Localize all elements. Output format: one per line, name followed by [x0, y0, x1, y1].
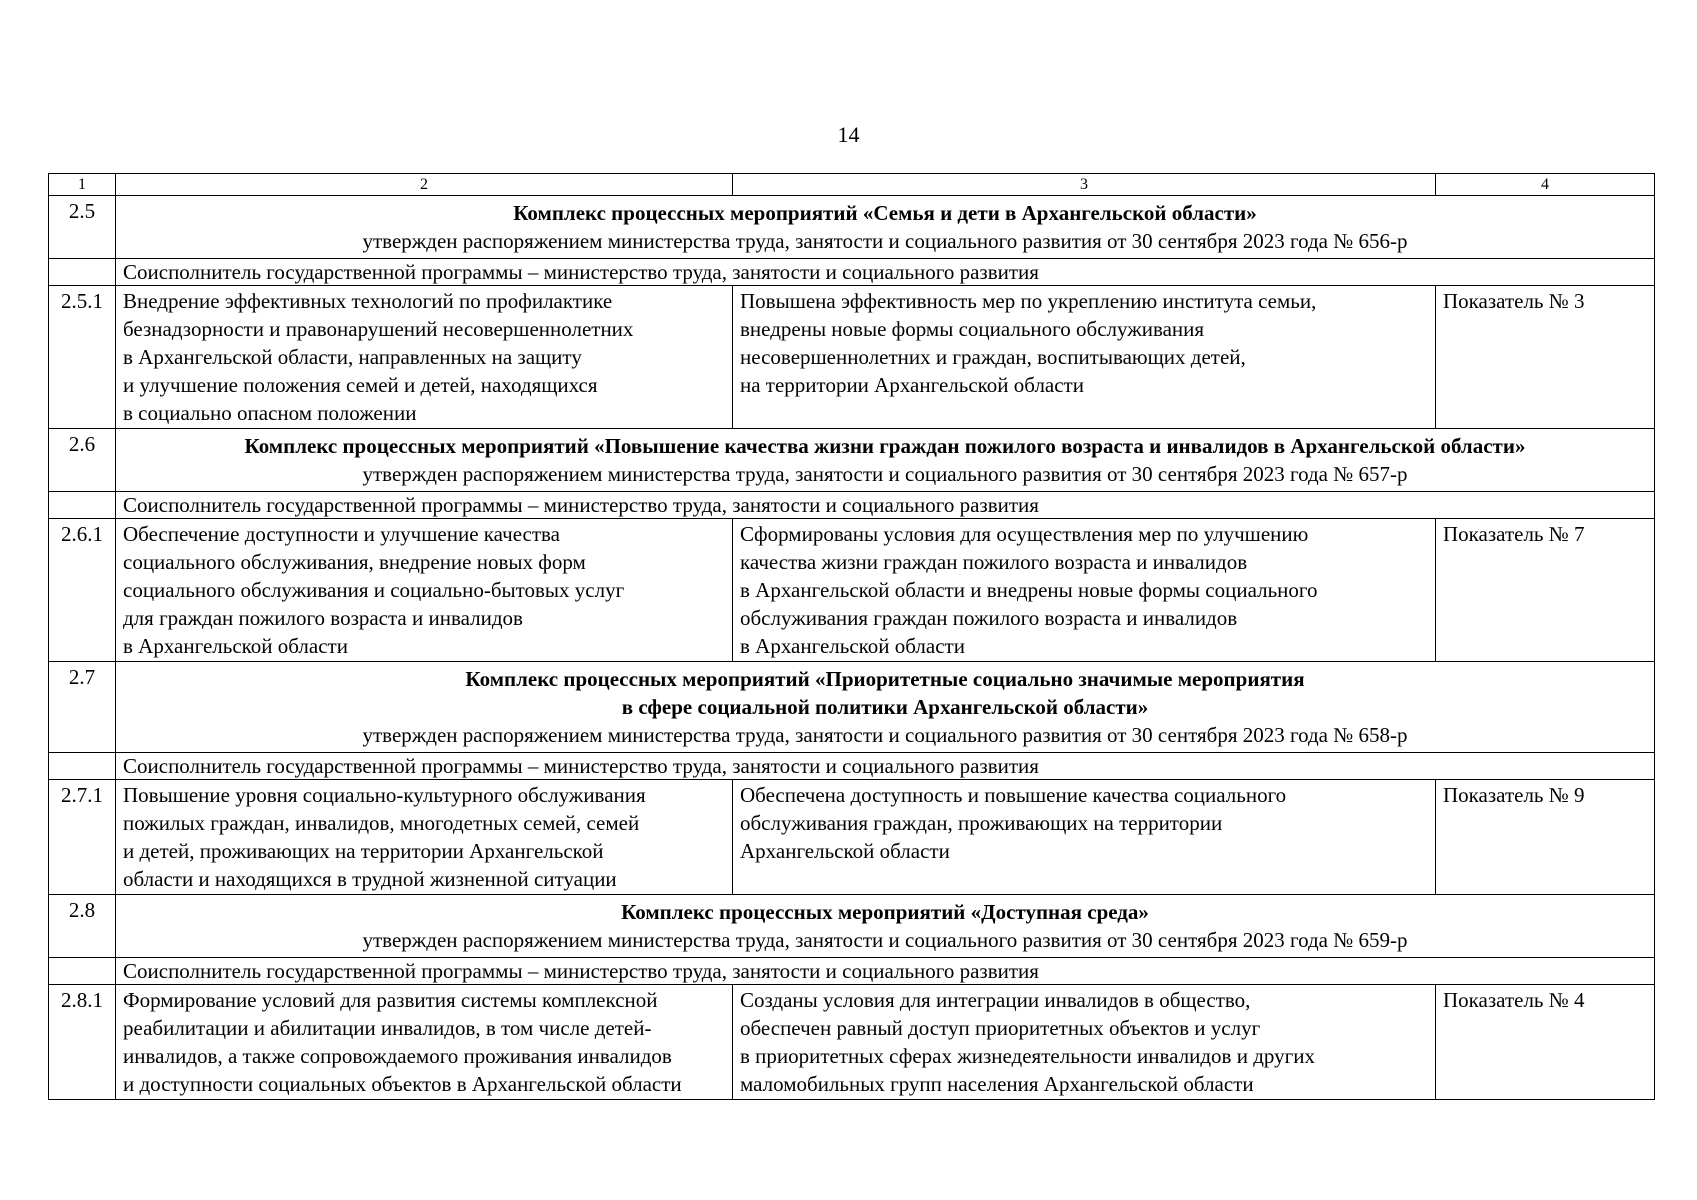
section-number: 2.8: [49, 895, 116, 958]
task-text-line: и улучшение положения семей и детей, находящихся: [123, 373, 598, 397]
task-text-line: пожилых граждан, инвалидов, многодетных семей, семей: [123, 811, 640, 835]
program-table: [48, 173, 1655, 1100]
page-number: 14: [837, 122, 860, 147]
task-text-line: социального обслуживания, внедрение новых форм: [123, 550, 586, 574]
task-text-line: безнадзорности и правонарушений несовершеннолетних: [123, 317, 634, 341]
task-cell: [116, 985, 733, 1100]
column-header: 1: [49, 174, 116, 196]
section-title-cell: [116, 196, 1655, 259]
task-text-line: Внедрение эффективных технологий по профилактике: [123, 289, 613, 313]
section-title: Комплекс процессных мероприятий «Приоритетные социально значимые мероприятия: [465, 667, 1305, 691]
section-title-cell: [116, 895, 1655, 958]
result-text-line: Повышена эффективность мер по укреплению института семьи,: [740, 289, 1317, 313]
task-cell: [116, 286, 733, 429]
section-title-row: [49, 895, 1655, 958]
section-title: Комплекс процессных мероприятий «Доступная среда»: [621, 900, 1149, 924]
table-row: [49, 985, 1655, 1100]
task-text-line: инвалидов, а также сопровождаемого проживания инвалидов: [123, 1044, 672, 1068]
result-cell: [733, 286, 1436, 429]
result-text-line: Сформированы условия для осуществления мер по улучшению: [740, 522, 1309, 546]
coexecutor-row: [49, 753, 1655, 780]
result-text-line: Созданы условия для интеграции инвалидов в общество,: [740, 988, 1251, 1012]
result-text-line: обслуживания граждан, проживающих на территории: [740, 811, 1223, 835]
column-header-row: [49, 174, 1655, 196]
section-number: 2.7: [49, 662, 116, 753]
approval-note: утвержден распоряжением министерства труда, занятости и социального развития от 30 сентября 2023 года № 656-р: [362, 229, 1408, 253]
task-cell: [116, 780, 733, 895]
coexecutor-row: [49, 492, 1655, 519]
indicator-cell: Показатель № 7: [1436, 519, 1655, 662]
item-number: 2.8.1: [49, 985, 116, 1100]
approval-note: утвержден распоряжением министерства труда, занятости и социального развития от 30 сентября 2023 года № 658-р: [362, 723, 1408, 747]
column-header: 4: [1436, 174, 1655, 196]
item-number: 2.7.1: [49, 780, 116, 895]
item-number: 2.6.1: [49, 519, 116, 662]
result-text-line: в Архангельской области и внедрены новые формы социального: [740, 578, 1318, 602]
task-text-line: Повышение уровня социально-культурного обслуживания: [123, 783, 646, 807]
section-number: 2.5: [49, 196, 116, 259]
task-text-line: и доступности социальных объектов в Архангельской области: [123, 1072, 682, 1096]
section-title-row: [49, 196, 1655, 259]
coexecutor-number-cell: [49, 259, 116, 286]
coexecutor-number-cell: [49, 753, 116, 780]
result-cell: [733, 519, 1436, 662]
result-text-line: на территории Архангельской области: [740, 373, 1084, 397]
indicator-cell: Показатель № 9: [1436, 780, 1655, 895]
approval-note: утвержден распоряжением министерства труда, занятости и социального развития от 30 сентября 2023 года № 659-р: [362, 928, 1408, 952]
result-text-line: качества жизни граждан пожилого возраста и инвалидов: [740, 550, 1248, 574]
section-title-cell: [116, 429, 1655, 492]
result-cell: [733, 985, 1436, 1100]
task-text-line: в Архангельской области: [123, 634, 348, 658]
result-text-line: внедрены новые формы социального обслуживания: [740, 317, 1205, 341]
result-text-line: в приоритетных сферах жизнедеятельности инвалидов и других: [740, 1044, 1315, 1068]
coexecutor-row: [49, 958, 1655, 985]
result-text-line: маломобильных групп населения Архангельской области: [740, 1072, 1254, 1096]
task-text-line: для граждан пожилого возраста и инвалидов: [123, 606, 523, 630]
coexecutor-text: Соисполнитель государственной программы – министерство труда, занятости и социального развития: [116, 492, 1655, 519]
task-text-line: и детей, проживающих на территории Архангельской: [123, 839, 604, 863]
column-header: 3: [733, 174, 1436, 196]
indicator-cell: Показатель № 4: [1436, 985, 1655, 1100]
coexecutor-text: Соисполнитель государственной программы – министерство труда, занятости и социального развития: [116, 259, 1655, 286]
table-row: [49, 780, 1655, 895]
result-text-line: Обеспечена доступность и повышение качества социального: [740, 783, 1287, 807]
coexecutor-row: [49, 259, 1655, 286]
task-text-line: реабилитации и абилитации инвалидов, в том числе детей-: [123, 1016, 652, 1040]
coexecutor-text: Соисполнитель государственной программы – министерство труда, занятости и социального развития: [116, 753, 1655, 780]
section-title: Комплекс процессных мероприятий «Повышение качества жизни граждан пожилого возраста и инвалидов в Архангельской области»: [244, 434, 1526, 458]
task-text-line: в Архангельской области, направленных на защиту: [123, 345, 582, 369]
result-text-line: в Архангельской области: [740, 634, 965, 658]
result-text-line: Архангельской области: [740, 839, 950, 863]
coexecutor-number-cell: [49, 492, 116, 519]
task-cell: [116, 519, 733, 662]
section-title: Комплекс процессных мероприятий «Семья и дети в Архангельской области»: [513, 201, 1257, 225]
result-text-line: несовершеннолетних и граждан, воспитывающих детей,: [740, 345, 1246, 369]
indicator-cell: Показатель № 3: [1436, 286, 1655, 429]
task-text-line: области и находящихся в трудной жизненной ситуации: [123, 867, 617, 891]
task-text-line: в социально опасном положении: [123, 401, 417, 425]
item-number: 2.5.1: [49, 286, 116, 429]
result-text-line: обеспечен равный доступ приоритетных объектов и услуг: [740, 1016, 1261, 1040]
section-title: в сфере социальной политики Архангельской области»: [621, 695, 1149, 719]
task-text-line: Формирование условий для развития системы комплексной: [123, 988, 658, 1012]
coexecutor-text: Соисполнитель государственной программы – министерство труда, занятости и социального развития: [116, 958, 1655, 985]
section-title-cell: [116, 662, 1655, 753]
section-title-row: [49, 429, 1655, 492]
result-text-line: обслуживания граждан пожилого возраста и инвалидов: [740, 606, 1238, 630]
section-number: 2.6: [49, 429, 116, 492]
column-header: 2: [116, 174, 733, 196]
section-title-row: [49, 662, 1655, 753]
task-text-line: социального обслуживания и социально-бытовых услуг: [123, 578, 625, 602]
result-cell: [733, 780, 1436, 895]
table-row: [49, 519, 1655, 662]
task-text-line: Обеспечение доступности и улучшение качества: [123, 522, 560, 546]
table-row: [49, 286, 1655, 429]
approval-note: утвержден распоряжением министерства труда, занятости и социального развития от 30 сентября 2023 года № 657-р: [362, 462, 1408, 486]
coexecutor-number-cell: [49, 958, 116, 985]
